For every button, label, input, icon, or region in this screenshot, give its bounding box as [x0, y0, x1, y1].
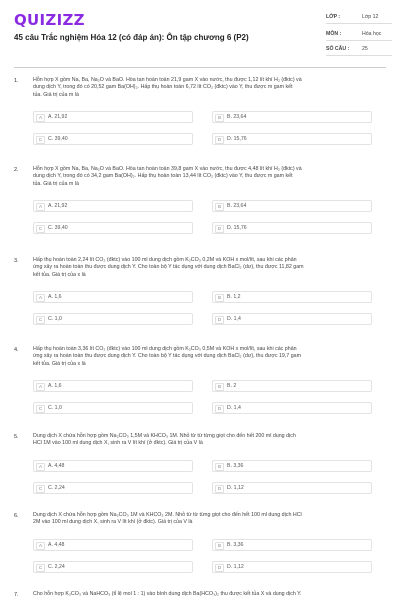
option-text: A. 1,6 — [48, 383, 62, 390]
meta-key: SỐ CÂU : — [326, 46, 350, 52]
answer-option-b[interactable] — [212, 460, 372, 472]
meta-value: 25 — [362, 46, 368, 52]
answer-option-a[interactable] — [33, 460, 193, 472]
option-text: B. 23,64 — [227, 203, 247, 210]
meta-underline — [326, 55, 392, 56]
answer-option-a[interactable] — [33, 291, 193, 303]
answer-option-c[interactable] — [33, 222, 193, 234]
option-text: D. 1,4 — [227, 316, 241, 323]
question-text — [33, 257, 373, 279]
question-text — [33, 512, 373, 527]
question-text-line: Dung dịch X chứa hỗn hợp gồm Na₂CO₃ 1,5M và KHCO₃ 1M. Nhỏ từ từ từng giọt cho đến hết 200 ml dung dịch — [33, 433, 296, 439]
option-text: A. 4,48 — [48, 542, 65, 549]
answer-option-d[interactable] — [212, 561, 372, 573]
option-letter: C — [36, 316, 45, 324]
option-letter: B — [215, 294, 224, 302]
option-letter: D — [215, 405, 224, 413]
option-letter: A — [36, 294, 45, 302]
answer-option-d[interactable] — [212, 133, 372, 145]
option-text: D. 15,76 — [227, 225, 247, 232]
question-text-line: Hấp thụ hoàn toàn 2,24 lít CO₂ (đktc) vào 100 ml dung dịch gồm K₂CO₃ 0,2M và KOH x mol/lít, sau khi các phản — [33, 257, 297, 263]
option-text: B. 3,36 — [227, 542, 244, 549]
document-header — [0, 0, 400, 64]
option-text: D. 1,12 — [227, 564, 244, 571]
question-text-line: Hỗn hợp X gồm Na, Ba, Na₂O và BaO. Hòa tan hoàn toàn 21,9 gam X vào nước, thu được 1,12 lít khí H₂ (đktc) và — [33, 77, 302, 83]
option-text: A. 21,92 — [48, 114, 68, 121]
question-text-line: ứng xảy ra hoàn toàn thu được dung dịch Y. Cho toàn bộ Y tác dụng với dung dịch BaCl₂ (dư), thu được 11,82 gam — [33, 264, 304, 271]
option-text: A. 21,92 — [48, 203, 68, 210]
answer-option-c[interactable] — [33, 133, 193, 145]
question-text-line: HCl 1M vào 100 ml dung dịch X, sinh ra V lít khí (ở đktc). Giá trị của V là — [33, 440, 203, 447]
option-letter: C — [36, 405, 45, 413]
question-text-line: ứng xảy ra hoàn toàn thu được dung dịch Y. Cho toàn bộ Y tác dụng với dung dịch BaCl₂ (dư), thu được 19,7 gam — [33, 353, 302, 360]
option-letter: A — [36, 383, 45, 391]
option-letter: A — [36, 463, 45, 471]
option-text: B. 23,64 — [227, 114, 247, 121]
answer-option-c[interactable] — [33, 402, 193, 414]
option-text: C. 1,0 — [48, 316, 62, 323]
answer-option-a[interactable] — [33, 539, 193, 551]
header-divider — [14, 67, 386, 68]
quizizz-logo: QUIZIZZ — [14, 11, 85, 29]
option-letter: D — [215, 485, 224, 493]
question-text — [33, 166, 373, 188]
meta-value: Hóa học — [362, 31, 382, 37]
option-text: C. 1,0 — [48, 405, 62, 412]
question-text-line: Hấp thụ hoàn toàn 3,36 lít CO₂ (đktc) vào 100 ml dung dịch gồm K₂CO₃ 0,5M và KOH x mol/lít, sau khi các phản — [33, 346, 297, 352]
question-text-line: kết tủa. Giá trị của x là — [33, 271, 86, 278]
option-text: B. 3,36 — [227, 463, 244, 470]
answer-option-b[interactable] — [212, 111, 372, 123]
answer-option-d[interactable] — [212, 482, 372, 494]
question-text — [33, 433, 373, 448]
option-letter: C — [36, 564, 45, 572]
question-text-line: dung dịch Y, trong đó có 20,52 gam Ba(OH)₂. Hấp thụ hoàn toàn 6,72 lít CO₂ (đktc) vào Y, thu được m gam kết — [33, 84, 293, 91]
option-letter: A — [36, 114, 45, 122]
question-number: 3. — [14, 258, 19, 264]
option-letter: A — [36, 542, 45, 550]
option-letter: B — [215, 383, 224, 391]
option-letter: B — [215, 114, 224, 122]
answer-option-a[interactable] — [33, 380, 193, 392]
option-text: B. 2 — [227, 383, 237, 390]
question-text-line: dung dịch Y, trong đó có 34,2 gam Ba(OH)₂. Hấp thụ hoàn toàn 13,44 lít CO₂ (đktc) vào Y, thu được m gam kết — [33, 173, 293, 180]
question-text-line: Cho hỗn hợp K₂CO₃ và NaHCO₃ (tỉ lệ mol 1 : 1) vào bình dung dịch Ba(HCO₃)₂ thu được kết tủa X và dung dịch Y. — [33, 591, 302, 597]
question-number: 5. — [14, 434, 19, 440]
option-letter: C — [36, 485, 45, 493]
meta-value: Lớp 12 — [362, 14, 379, 20]
option-text: A. 1,6 — [48, 294, 62, 301]
option-text: C. 2,24 — [48, 564, 65, 571]
answer-option-a[interactable] — [33, 111, 193, 123]
answer-option-b[interactable] — [212, 291, 372, 303]
option-letter: D — [215, 136, 224, 144]
meta-underline — [326, 23, 392, 24]
question-text — [33, 77, 373, 99]
question-number: 1. — [14, 78, 19, 84]
answer-option-c[interactable] — [33, 561, 193, 573]
question-text-line: tủa. Giá trị của m là — [33, 180, 79, 187]
meta-key: LỚP : — [326, 14, 341, 20]
option-text: B. 1,2 — [227, 294, 241, 301]
option-text: C. 39,40 — [48, 225, 68, 232]
document-title: 45 câu Trắc nghiệm Hóa 12 (có đáp án): Ôn tập chương 6 (P2) — [14, 33, 249, 42]
question-number: 7. — [14, 592, 19, 598]
option-letter: D — [215, 564, 224, 572]
question-text-line: Hỗn hợp X gồm Na, Ba, Na₂O và BaO. Hòa tan hoàn toàn 39,8 gam X vào nước, thu được 4,48 lít khí H₂ (đktc) và — [33, 166, 302, 172]
option-letter: B — [215, 203, 224, 211]
option-text: C. 2,24 — [48, 485, 65, 492]
question-text-line: tủa. Giá trị của m là — [33, 91, 79, 98]
meta-underline — [326, 40, 392, 41]
question-text — [33, 591, 373, 598]
option-letter: C — [36, 136, 45, 144]
question-number: 4. — [14, 347, 19, 353]
option-letter: B — [215, 463, 224, 471]
option-text: D. 1,4 — [227, 405, 241, 412]
option-letter: D — [215, 316, 224, 324]
option-text: D. 15,76 — [227, 136, 247, 143]
option-letter: A — [36, 203, 45, 211]
question-text-line: kết tủa. Giá trị của x là — [33, 360, 86, 367]
option-text: D. 1,12 — [227, 485, 244, 492]
meta-key: MÔN : — [326, 31, 342, 37]
answer-option-c[interactable] — [33, 313, 193, 325]
option-text: C. 39,40 — [48, 136, 68, 143]
answer-option-d[interactable] — [212, 313, 372, 325]
question-text — [33, 346, 373, 368]
answer-option-b[interactable] — [212, 380, 372, 392]
answer-option-b[interactable] — [212, 539, 372, 551]
answer-option-d[interactable] — [212, 402, 372, 414]
option-letter: C — [36, 225, 45, 233]
question-number: 6. — [14, 513, 19, 519]
option-letter: D — [215, 225, 224, 233]
option-letter: B — [215, 542, 224, 550]
question-text-line: Dung dịch X chứa hỗn hợp gồm Na₂CO₃ 1M và KHCO₃ 2M. Nhỏ từ từ từng giọt cho đến hết 100 ml dung dịch HCl — [33, 512, 302, 518]
question-number: 2. — [14, 167, 19, 173]
option-text: A. 4,48 — [48, 463, 65, 470]
answer-option-d[interactable] — [212, 222, 372, 234]
question-text-line: 2M vào 100 ml dung dịch X, sinh ra V lít khí (ở đktc). Giá trị của V là — [33, 519, 193, 526]
answer-option-c[interactable] — [33, 482, 193, 494]
answer-option-a[interactable] — [33, 200, 193, 212]
answer-option-b[interactable] — [212, 200, 372, 212]
